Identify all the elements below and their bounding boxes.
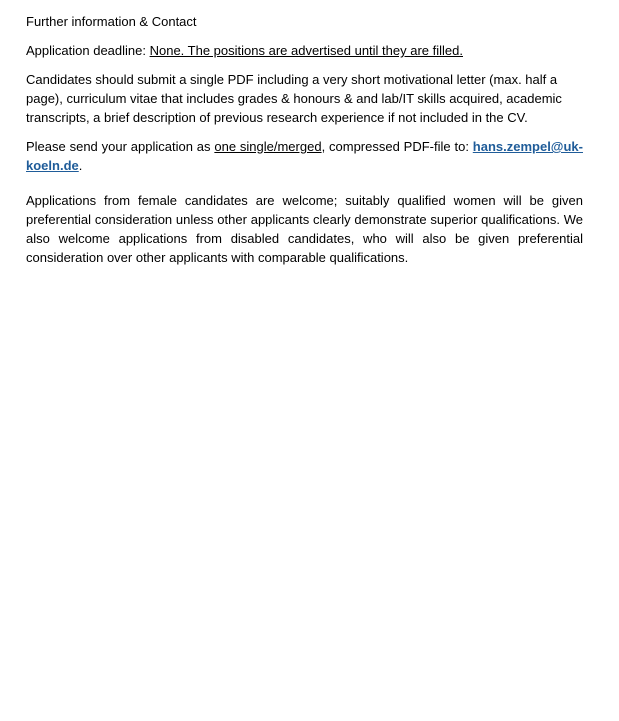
send-prefix: Please send your application as	[26, 139, 215, 154]
deadline-value: None. The positions are advertised until they are filled.	[149, 43, 463, 58]
deadline-line	[26, 41, 583, 60]
send-middle: , compressed PDF-file to:	[321, 139, 473, 154]
equal-opportunity-paragraph: Applications from female candidates are welcome; suitably qualified women will be given preferential consideration unless other applicants clearly demonstrate superior qualifications. We also welcome applications from disabled candidates, who will also be given preferential consideration over other applicants with comparable qualifications.	[26, 193, 583, 265]
send-application-paragraph	[26, 137, 583, 175]
send-suffix: .	[78, 158, 83, 173]
document-body	[26, 12, 583, 277]
section-heading: Further information & Contact	[26, 14, 197, 29]
contact-email-link[interactable]: hans.zempel@uk-koeln.de	[26, 139, 583, 173]
deadline-label: Application deadline:	[26, 43, 150, 58]
send-underlined: one single/merged	[214, 139, 322, 154]
candidates-paragraph: Candidates should submit a single PDF including a very short motivational letter (max. half a page), curriculum vitae that includes grades & honours & and lab/IT skills acquired, academic transcripts, a brief description of previous research experience if not included in the CV.	[26, 72, 562, 125]
